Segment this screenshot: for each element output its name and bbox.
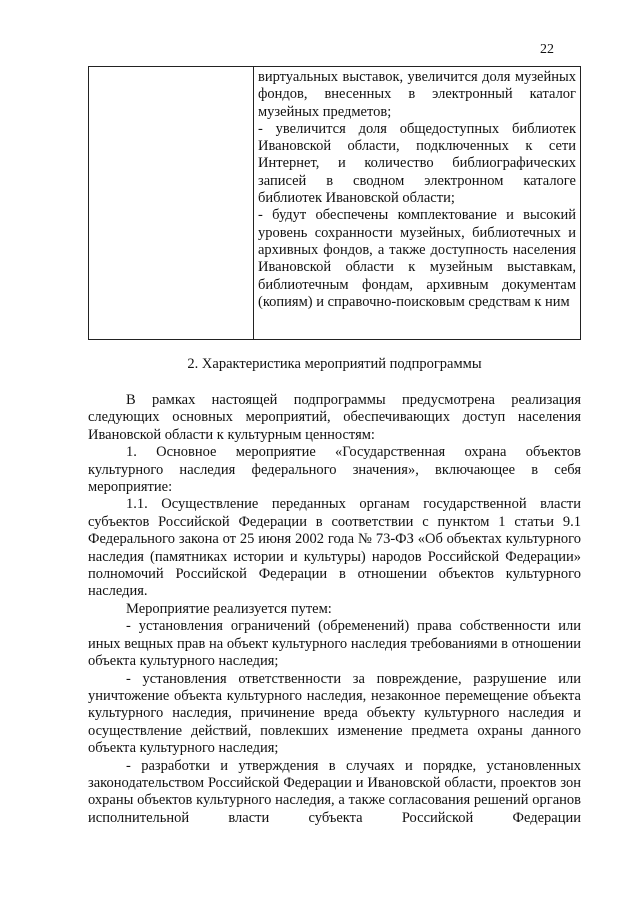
section-heading: 2. Характеристика мероприятий подпрограммы — [187, 356, 482, 372]
body-paragraph: 1.1. Осуществление переданных органам государственной власти субъектов Российской Федерации в соответствии с пунктом 1 статьи 9.1 Федерального закона от 25 июня 2002 года № 73-ФЗ «Об объектах культурного наследия (памятниках истории и культуры) народов Российской Федерации» полномочий Российской Федерации в отношении объектов культурного наследия. — [88, 496, 581, 600]
body-paragraph: - установления ответственности за повреждение, разрушение или уничтожение объекта культурного наследия, незаконное перемещение объекта культурного наследия, причинение вреда объекту культурного наследия и осуществление действий, повлекших изменение предмета охраны данного объекта культурного наследия; — [88, 670, 581, 757]
body-paragraph: - разработки и утверждения в случаях и порядке, установленных законодательством Российской Федерации и Ивановской области, проектов зон охраны объектов культурного наследия, а также согласования решений органов исполнительной власти субъекта Российской Федерации — [88, 757, 581, 826]
table-paragraph: виртуальных выставок, увеличится доля музейных фондов, внесенных в электронный каталог музейных предметов; — [258, 69, 576, 120]
table-paragraph: - увеличится доля общедоступных библиотек Ивановской области, подключенных к сети Интернет, и количество библиографических записей в сводном электронном каталоге библиотек Ивановской области; — [258, 120, 576, 207]
page-number: 22 — [540, 42, 554, 57]
body-paragraph: В рамках настоящей подпрограммы предусмотрена реализация следующих основных мероприятий, обеспечивающих доступ населения Ивановской области к культурным ценностям: — [88, 392, 581, 443]
continuation-table — [88, 66, 581, 340]
table-right-cell — [254, 67, 580, 339]
table-left-cell — [89, 67, 254, 339]
body-text — [88, 392, 581, 827]
body-paragraph: 1. Основное мероприятие «Государственная охрана объектов культурного наследия федерального значения», включающее в себя мероприятие: — [88, 444, 581, 496]
body-paragraph: - установления ограничений (обременений) права собственности или иных вещных прав на объект культурного наследия требованиями в отношении объекта культурного наследия; — [88, 618, 581, 670]
body-paragraph: Мероприятие реализуется путем: — [126, 600, 332, 617]
table-paragraph: - будут обеспечены комплектование и высокий уровень сохранности музейных, библиотечных и архивных фондов, а также доступность населения Ивановской области к музейным выставкам, библиотечным фондам, архивным документам (копиям) и справочно-поисковым средствам к ним — [258, 207, 576, 310]
